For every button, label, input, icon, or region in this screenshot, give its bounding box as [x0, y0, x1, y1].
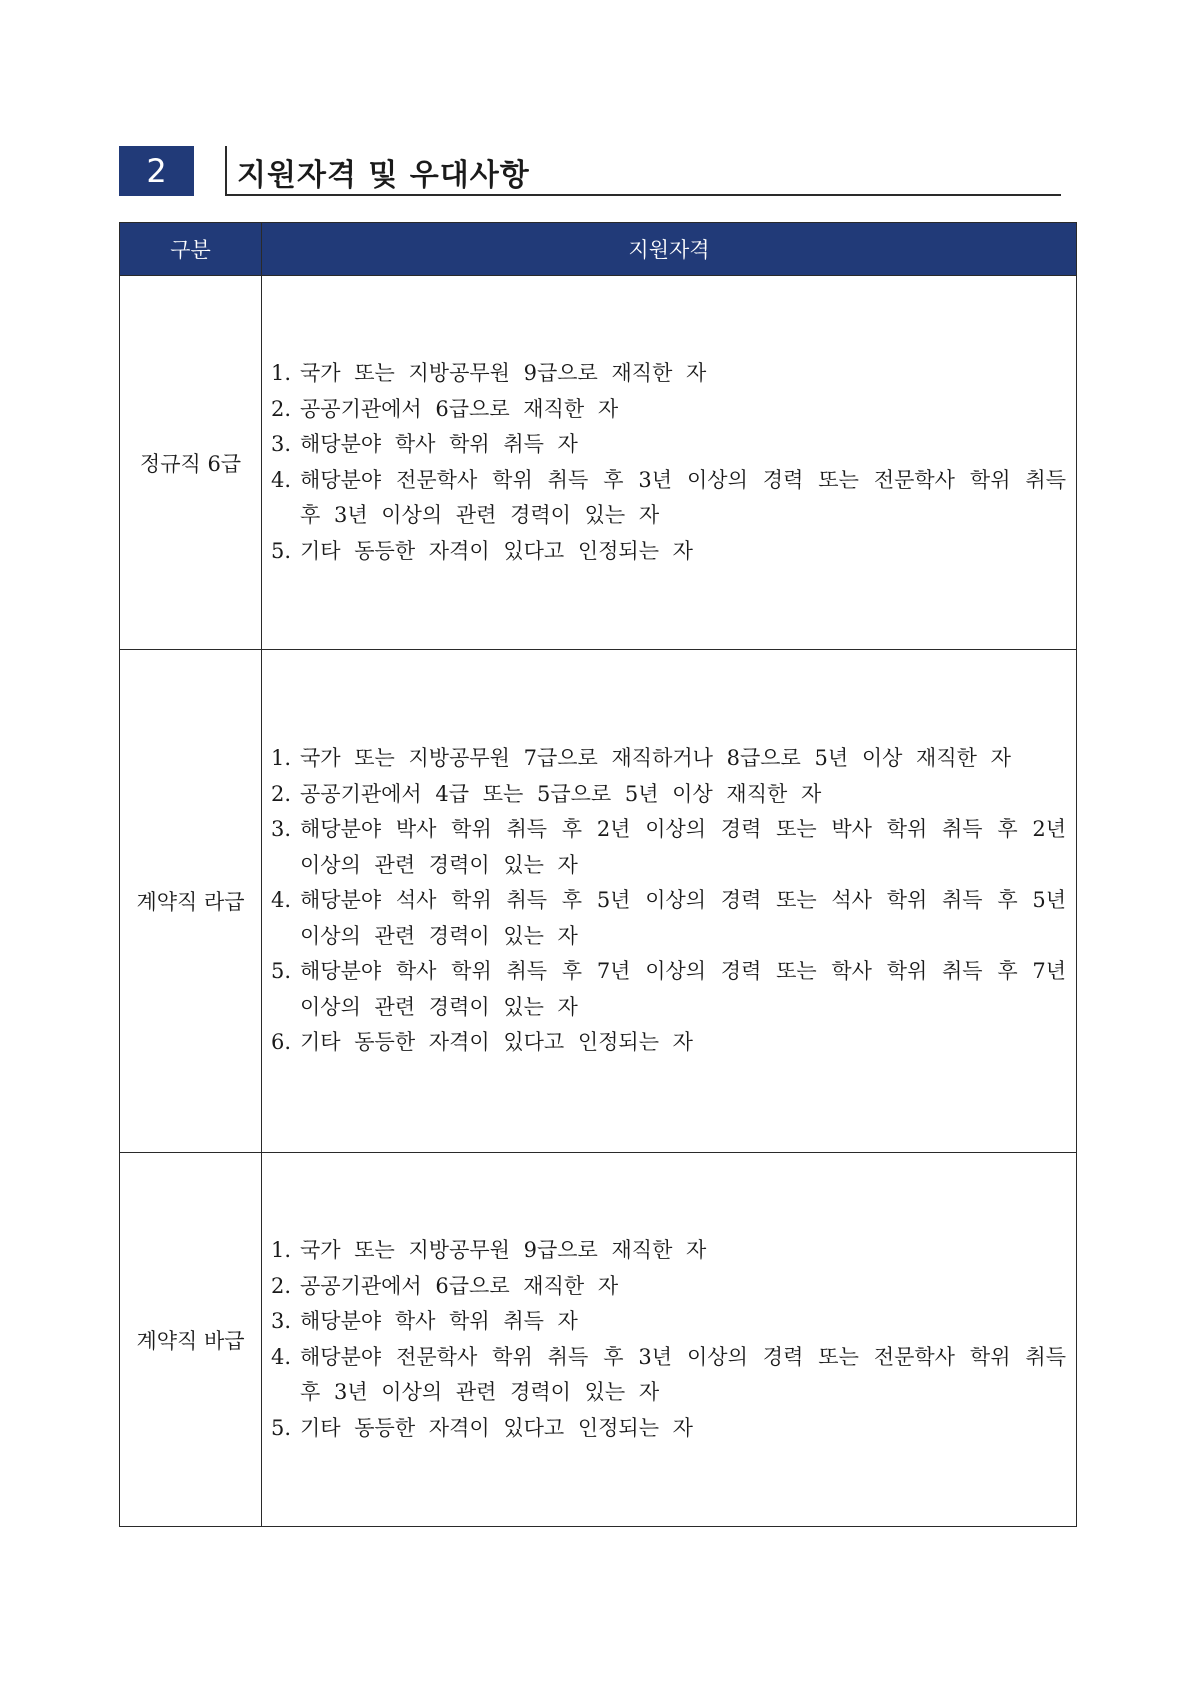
row-qualifications — [262, 276, 1077, 650]
item-text: 해당분야 석사 학위 취득 후 5년 이상의 경력 또는 석사 학위 취득 후 5년 이상의 관련 경력이 있는 자 — [300, 888, 1066, 948]
item-number: 5. — [271, 959, 292, 984]
table-row — [120, 650, 1077, 1153]
item-number: 4. — [271, 467, 292, 492]
list-item — [271, 1025, 1066, 1061]
item-number: 5. — [271, 1415, 292, 1440]
qualification-list — [271, 741, 1066, 1061]
list-item — [271, 1269, 1066, 1305]
item-text: 해당분야 전문학사 학위 취득 후 3년 이상의 경력 또는 전문학사 학위 취득 후 3년 이상의 관련 경력이 있는 자 — [300, 467, 1066, 527]
item-number: 1. — [271, 1238, 292, 1262]
item-number: 3. — [271, 432, 292, 456]
item-text: 기타 동등한 자격이 있다고 인정되는 자 — [300, 538, 693, 563]
list-item — [271, 1411, 1066, 1447]
item-number: 4. — [271, 888, 292, 913]
row-category: 계약직 바급 — [120, 1153, 262, 1527]
list-item — [271, 392, 1066, 428]
item-text: 해당분야 학사 학위 취득 자 — [300, 1309, 578, 1333]
item-number: 2. — [271, 1273, 292, 1298]
item-number: 3. — [271, 1309, 292, 1333]
qualification-list — [271, 356, 1066, 569]
table-header-row — [120, 223, 1077, 276]
qualification-list — [271, 1233, 1066, 1446]
item-number: 2. — [271, 396, 292, 421]
item-number: 3. — [271, 817, 292, 842]
section-title-underline — [225, 146, 1061, 196]
item-number: 5. — [271, 538, 292, 563]
section-title: 지원자격 및 우대사항 — [237, 158, 530, 193]
item-text: 기타 동등한 자격이 있다고 인정되는 자 — [300, 1030, 693, 1055]
table-row — [120, 1153, 1077, 1527]
list-item — [271, 1340, 1066, 1411]
section-header — [119, 146, 1059, 196]
list-item — [271, 1233, 1066, 1269]
list-item — [271, 427, 1066, 463]
item-number: 2. — [271, 781, 292, 806]
table-row — [120, 276, 1077, 650]
header-category: 구분 — [120, 223, 262, 276]
item-text: 해당분야 학사 학위 취득 후 7년 이상의 경력 또는 학사 학위 취득 후 7년 이상의 관련 경력이 있는 자 — [300, 959, 1066, 1019]
item-number: 1. — [271, 361, 292, 385]
item-text: 해당분야 박사 학위 취득 후 2년 이상의 경력 또는 박사 학위 취득 후 2년 이상의 관련 경력이 있는 자 — [300, 817, 1066, 877]
item-number: 1. — [271, 746, 292, 771]
item-text: 해당분야 학사 학위 취득 자 — [300, 432, 578, 456]
list-item — [271, 463, 1066, 534]
row-qualifications — [262, 650, 1077, 1153]
list-item — [271, 1304, 1066, 1340]
row-category: 계약직 라급 — [120, 650, 262, 1153]
list-item — [271, 883, 1066, 954]
list-item — [271, 534, 1066, 570]
item-text: 국가 또는 지방공무원 7급으로 재직하거나 8급으로 5년 이상 재직한 자 — [300, 746, 1011, 771]
item-text: 공공기관에서 4급 또는 5급으로 5년 이상 재직한 자 — [300, 781, 822, 806]
item-number: 4. — [271, 1344, 292, 1369]
list-item — [271, 954, 1066, 1025]
qualification-table — [119, 222, 1077, 1527]
item-text: 해당분야 전문학사 학위 취득 후 3년 이상의 경력 또는 전문학사 학위 취득 후 3년 이상의 관련 경력이 있는 자 — [300, 1344, 1066, 1404]
item-text: 국가 또는 지방공무원 9급으로 재직한 자 — [300, 361, 707, 385]
row-qualifications — [262, 1153, 1077, 1527]
list-item — [271, 777, 1066, 813]
list-item — [271, 741, 1066, 777]
item-text: 공공기관에서 6급으로 재직한 자 — [300, 396, 619, 421]
item-number: 6. — [271, 1030, 292, 1055]
section-number-badge: 2 — [119, 146, 194, 196]
item-text: 공공기관에서 6급으로 재직한 자 — [300, 1273, 619, 1298]
item-text: 국가 또는 지방공무원 9급으로 재직한 자 — [300, 1238, 707, 1262]
row-category: 정규직 6급 — [120, 276, 262, 650]
list-item — [271, 812, 1066, 883]
list-item — [271, 356, 1066, 392]
item-text: 기타 동등한 자격이 있다고 인정되는 자 — [300, 1415, 693, 1440]
header-qualification: 지원자격 — [262, 223, 1077, 276]
